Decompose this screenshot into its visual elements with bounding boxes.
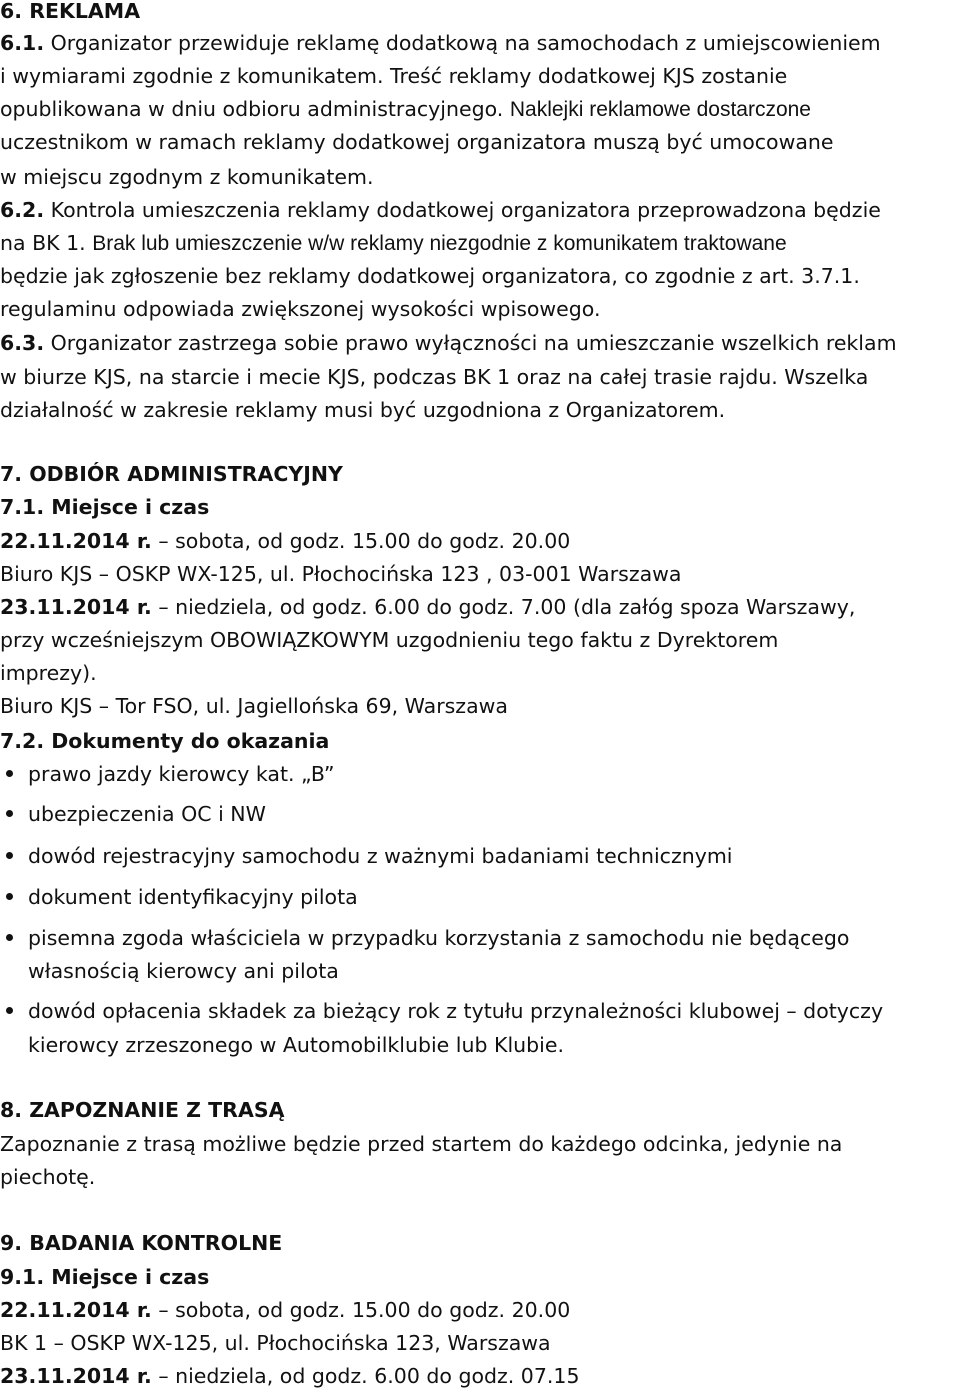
list-item-text: dowód opłacenia składek za bieżący rok z tytułu przynależności klubowej – dotyczy — [28, 999, 884, 1023]
section-6-1-line-5: w miejscu zgodnym z komunikatem. — [0, 165, 374, 189]
section-7-2-heading: 7.2. Dokumenty do okazania — [0, 729, 330, 753]
time-range: – sobota, od godz. 15.00 do godz. 20.00 — [158, 529, 571, 553]
list-item-text: ubezpieczenia OC i NW — [28, 802, 266, 826]
section-6-heading: 6. REKLAMA — [0, 0, 141, 23]
admin-day-1-place: Biuro KJS – OSKP WX-125, ul. Płochocińska 123 , 03-001 Warszawa — [0, 562, 682, 586]
admin-day-2-line — [0, 594, 855, 620]
section-number: 6.1. — [0, 31, 45, 55]
paragraph-text: i wymiarami zgodnie z komunikatem. — [0, 64, 384, 88]
paragraph-text: Naklejki reklamowe dostarczone — [509, 98, 811, 121]
section-6-3-line-3: działalność w zakresie reklamy musi być uzgodniona z Organizatorem. — [0, 398, 726, 422]
admin-day-1-line — [0, 528, 570, 554]
section-number: 6.2. — [0, 198, 45, 222]
admin-day-2-line-2: przy wcześniejszym OBOWIĄZKOWYM uzgodnieniu tego faktu z Dyrektorem — [0, 628, 779, 652]
section-7-1-heading: 7.1. Miejsce i czas — [0, 495, 210, 519]
list-item-text: kierowcy zrzeszonego w Automobilklubie lub Klubie. — [28, 1033, 564, 1057]
date: 22.11.2014 r. — [0, 529, 152, 553]
time-range: – niedziela, od godz. 6.00 do godz. 7.00 (dla załóg spoza Warszawy, — [158, 595, 856, 619]
section-8-heading: 8. ZAPOZNANIE Z TRASĄ — [0, 1098, 285, 1122]
paragraph-text: Kontrola umieszczenia reklamy dodatkowej organizatora przeprowadzona będzie — [50, 198, 881, 222]
section-number: 6.3. — [0, 331, 45, 355]
section-6-2-line-2 — [0, 230, 787, 256]
time-range: – sobota, od godz. 15.00 do godz. 20.00 — [158, 1298, 571, 1322]
bullet-icon — [6, 1007, 13, 1014]
admin-day-2-line-3: imprezy). — [0, 661, 97, 685]
section-6-1-line-3 — [0, 96, 811, 122]
paragraph-text: Brak lub umieszczenie w/w reklamy niezgodnie z komunikatem traktowane — [92, 232, 787, 255]
list-item-text: dowód rejestracyjny samochodu z ważnymi badaniami technicznymi — [28, 844, 733, 868]
bullet-icon — [6, 852, 13, 859]
section-6-1-line-4: uczestnikom w ramach reklamy dodatkowej organizatora muszą być umocowane — [0, 130, 834, 154]
section-8-line-2: piechotę. — [0, 1165, 96, 1189]
list-item-text: prawo jazdy kierowcy kat. „B” — [28, 762, 335, 786]
section-6-3-line-1 — [0, 330, 897, 356]
section-6-1-line-2 — [0, 63, 787, 89]
date: 23.11.2014 r. — [0, 1364, 152, 1388]
paragraph-text: Treść reklamy dodatkowej KJS zostanie — [390, 64, 788, 88]
section-8-line-1: Zapoznanie z trasą możliwe będzie przed startem do każdego odcinka, jedynie na — [0, 1132, 843, 1156]
list-item-text: pisemna zgoda właściciela w przypadku korzystania z samochodu nie będącego — [28, 926, 850, 950]
bullet-icon — [6, 934, 13, 941]
section-6-3-line-2: w biurze KJS, na starcie i mecie KJS, podczas BK 1 oraz na całej trasie rajdu. Wszelka — [0, 365, 869, 389]
section-9-heading: 9. BADANIA KONTROLNE — [0, 1231, 283, 1255]
inspection-day-1-line — [0, 1297, 570, 1323]
list-item-text: dokument identyfikacyjny pilota — [28, 885, 358, 909]
section-6-2-line-3: będzie jak zgłoszenie bez reklamy dodatkowej organizatora, co zgodnie z art. 3.7.1. — [0, 264, 860, 288]
inspection-day-2-line — [0, 1363, 580, 1389]
date: 22.11.2014 r. — [0, 1298, 152, 1322]
paragraph-text: opublikowana w dniu odbioru administracyjnego. — [0, 97, 504, 121]
list-item-text: własnością kierowcy ani pilota — [28, 959, 339, 983]
section-6-2-line-4: regulaminu odpowiada zwiększonej wysokości wpisowego. — [0, 297, 601, 321]
admin-day-2-place: Biuro KJS – Tor FSO, ul. Jagiellońska 69, Warszawa — [0, 694, 508, 718]
time-range: – niedziela, od godz. 6.00 do godz. 07.15 — [158, 1364, 580, 1388]
bullet-icon — [6, 893, 13, 900]
section-6-1-line-1 — [0, 30, 881, 56]
section-9-1-heading: 9.1. Miejsce i czas — [0, 1265, 210, 1289]
bullet-icon — [6, 810, 13, 817]
paragraph-text: Organizator przewiduje reklamę dodatkową na samochodach z umiejscowieniem — [50, 31, 881, 55]
paragraph-text: Organizator zastrzega sobie prawo wyłączności na umieszczanie wszelkich reklam — [50, 331, 897, 355]
bullet-icon — [6, 770, 13, 777]
section-6-2-line-1 — [0, 197, 881, 223]
paragraph-text: na BK 1. — [0, 231, 86, 255]
section-7-heading: 7. ODBIÓR ADMINISTRACYJNY — [0, 462, 343, 486]
date: 23.11.2014 r. — [0, 595, 152, 619]
inspection-day-1-place: BK 1 – OSKP WX-125, ul. Płochocińska 123, Warszawa — [0, 1331, 551, 1355]
